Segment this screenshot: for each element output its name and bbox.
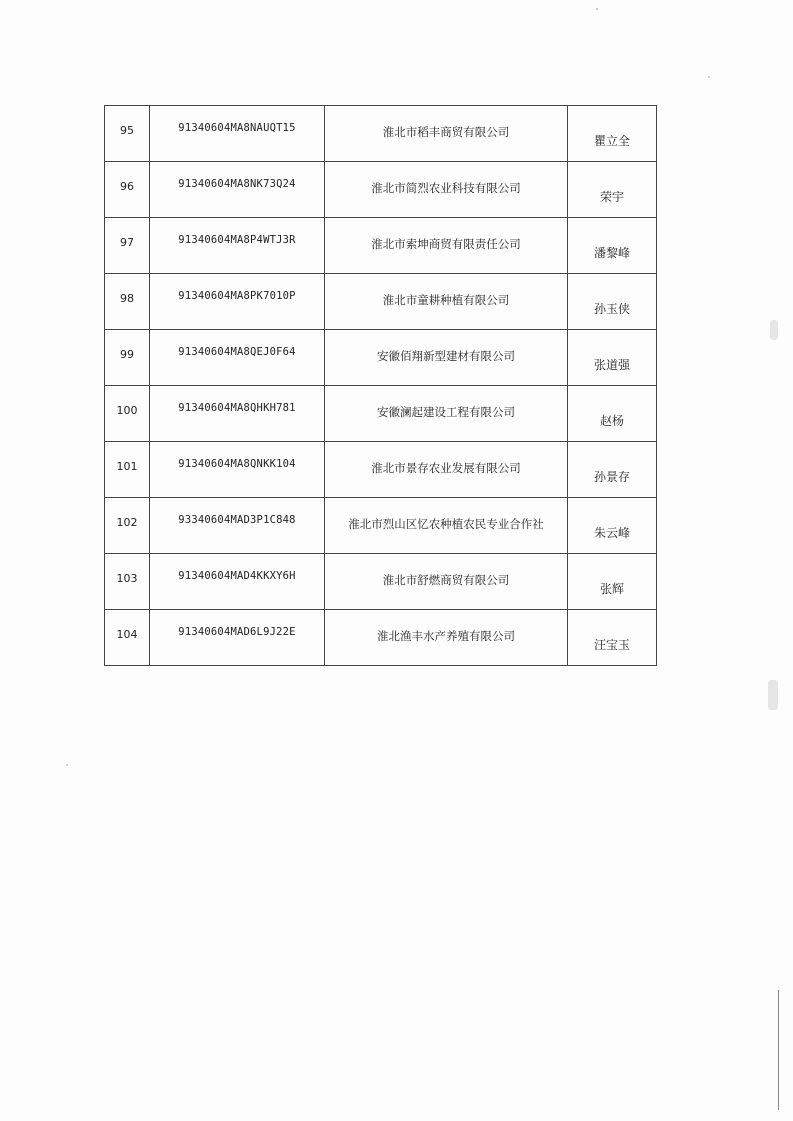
- company-name: 淮北市舒燃商贸有限公司: [325, 554, 568, 610]
- company-name: 淮北市童耕种植有限公司: [325, 274, 568, 330]
- legal-representative: 荣宇: [568, 162, 657, 218]
- credit-code: 91340604MA8QHKH781: [150, 386, 325, 442]
- company-name: 安徽佰翔新型建材有限公司: [325, 330, 568, 386]
- legal-representative: 孙玉侠: [568, 274, 657, 330]
- company-name: 安徽澜起建设工程有限公司: [325, 386, 568, 442]
- table-row: [105, 106, 657, 162]
- company-name: 淮北市简烈农业科技有限公司: [325, 162, 568, 218]
- row-number: 103: [105, 554, 150, 610]
- row-number: 98: [105, 274, 150, 330]
- credit-code: 91340604MA8PK7010P: [150, 274, 325, 330]
- table-row: [105, 162, 657, 218]
- row-number: 95: [105, 106, 150, 162]
- credit-code: 91340604MA8NK73Q24: [150, 162, 325, 218]
- company-name: 淮北市景存农业发展有限公司: [325, 442, 568, 498]
- legal-representative: 赵杨: [568, 386, 657, 442]
- legal-representative: 潘黎峰: [568, 218, 657, 274]
- credit-code: 91340604MA8NAUQT15: [150, 106, 325, 162]
- legal-representative: 汪宝玉: [568, 610, 657, 666]
- company-name: 淮北市烈山区忆农种植农民专业合作社: [325, 498, 568, 554]
- row-number: 99: [105, 330, 150, 386]
- registration-table: [104, 105, 657, 666]
- legal-representative: 张辉: [568, 554, 657, 610]
- credit-code: 91340604MA8QNKK104: [150, 442, 325, 498]
- scan-speck: [768, 680, 778, 710]
- registration-table-body: [105, 106, 657, 666]
- credit-code: 91340604MAD6L9J22E: [150, 610, 325, 666]
- scan-edge-line: [778, 990, 779, 1110]
- row-number: 104: [105, 610, 150, 666]
- row-number: 97: [105, 218, 150, 274]
- credit-code: 91340604MA8QEJ0F64: [150, 330, 325, 386]
- row-number: 96: [105, 162, 150, 218]
- table-row: [105, 218, 657, 274]
- credit-code: 91340604MA8P4WTJ3R: [150, 218, 325, 274]
- row-number: 102: [105, 498, 150, 554]
- legal-representative: 孙景存: [568, 442, 657, 498]
- scan-speck: [596, 8, 598, 10]
- table-row: [105, 498, 657, 554]
- table-row: [105, 386, 657, 442]
- company-name: 淮北渔丰水产养殖有限公司: [325, 610, 568, 666]
- company-name: 淮北市索坤商贸有限责任公司: [325, 218, 568, 274]
- legal-representative: 朱云峰: [568, 498, 657, 554]
- legal-representative: 瞿立全: [568, 106, 657, 162]
- scan-speck: [708, 76, 710, 78]
- table-row: [105, 610, 657, 666]
- table-row: [105, 330, 657, 386]
- credit-code: 93340604MAD3P1C848: [150, 498, 325, 554]
- table-row: [105, 554, 657, 610]
- row-number: 100: [105, 386, 150, 442]
- credit-code: 91340604MAD4KKXY6H: [150, 554, 325, 610]
- table-row: [105, 442, 657, 498]
- company-name: 淮北市稻丰商贸有限公司: [325, 106, 568, 162]
- row-number: 101: [105, 442, 150, 498]
- table-row: [105, 274, 657, 330]
- scan-speck: [66, 764, 68, 766]
- legal-representative: 张道强: [568, 330, 657, 386]
- scan-speck: [770, 320, 778, 340]
